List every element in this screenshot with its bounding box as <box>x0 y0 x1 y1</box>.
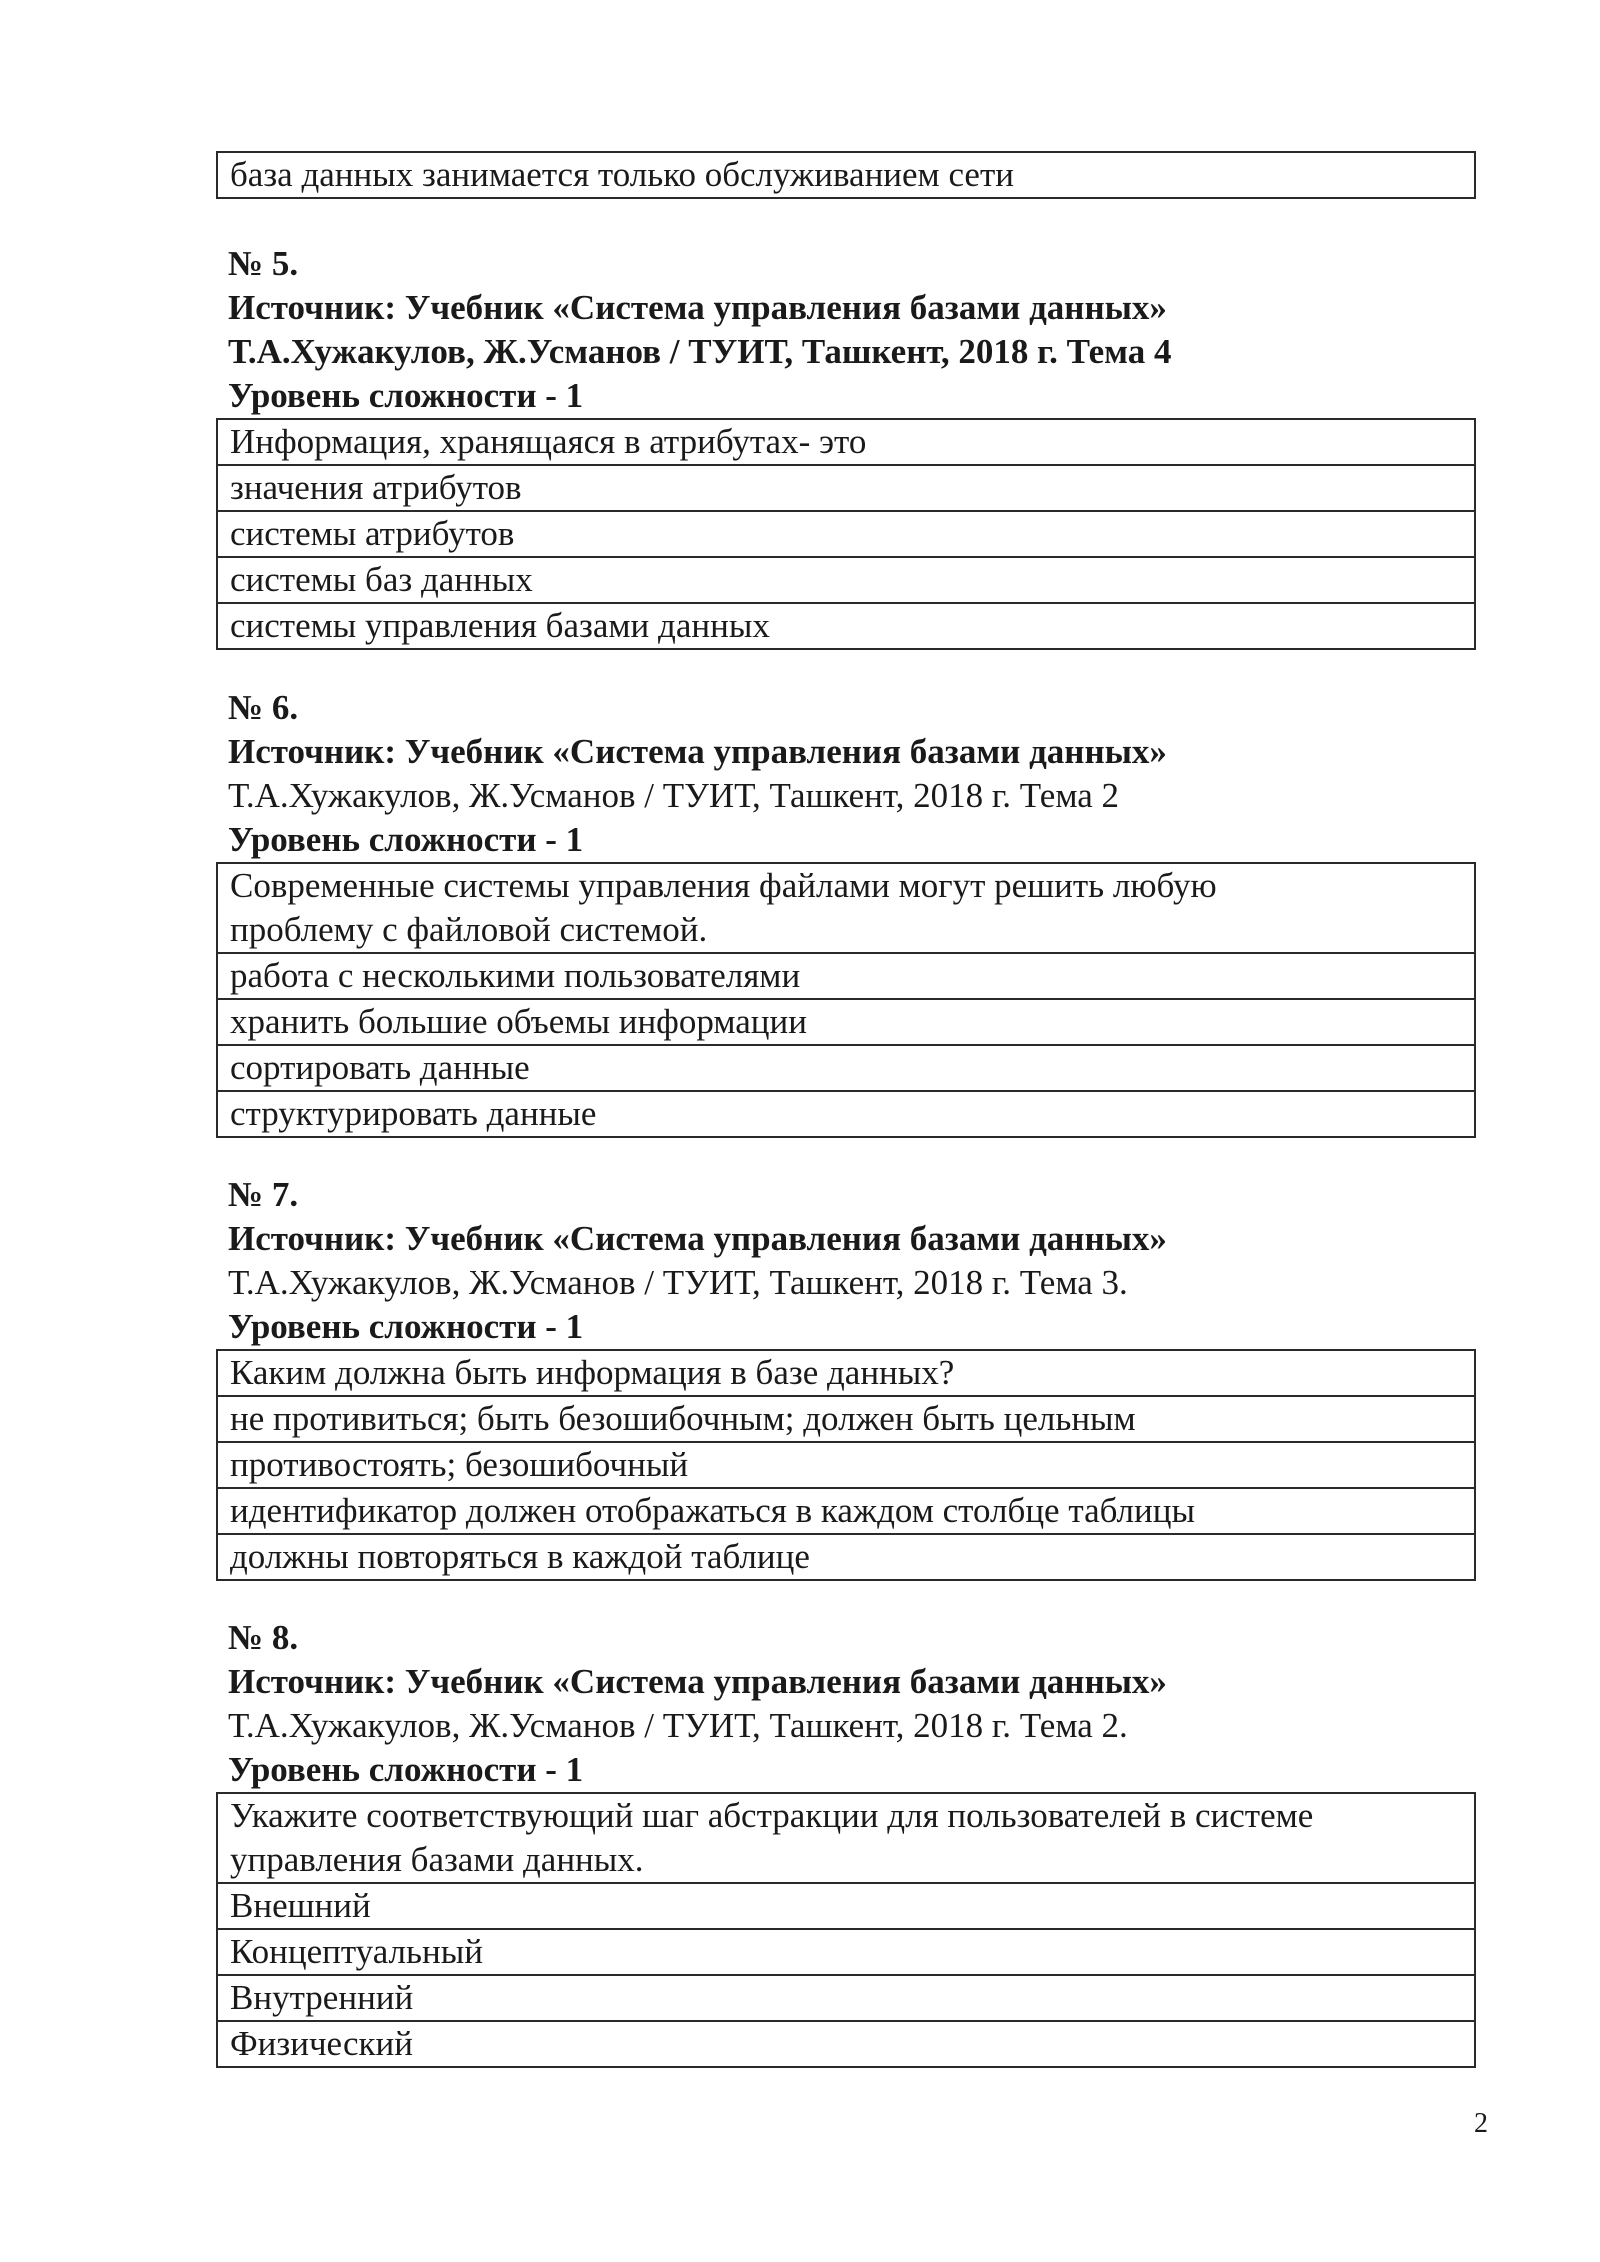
answer-row: работа с несколькими пользователями <box>218 952 1474 998</box>
question-block-7 <box>216 1173 1476 1581</box>
answer-table <box>216 151 1476 199</box>
question-text: Укажите соответствующий шаг абстракции для пользователей в системе управления базами данных. <box>230 1796 1314 1879</box>
question-authors: Т.А.Хужакулов, Ж.Усманов / ТУИТ, Ташкент, 2018 г. Тема 3. <box>228 1263 1128 1302</box>
answer-row: системы баз данных <box>218 556 1474 602</box>
answer-row: хранить большие объемы информации <box>218 998 1474 1044</box>
answer-table <box>216 862 1476 1138</box>
answer-row: системы атрибутов <box>218 510 1474 556</box>
question-authors: Т.А.Хужакулов, Ж.Усманов / ТУИТ, Ташкент, 2018 г. Тема 2 <box>228 776 1120 815</box>
answer-row: системы управления базами данных <box>218 602 1474 648</box>
answer-table <box>216 1349 1476 1581</box>
question-text: Каким должна быть информация в базе данных? <box>230 1353 955 1392</box>
question-difficulty: Уровень сложности - 1 <box>228 820 584 859</box>
page-number: 2 <box>1474 2108 1488 2139</box>
question-number: № 6. <box>228 688 299 727</box>
question-block-6 <box>216 686 1476 1138</box>
question-source: Источник: Учебник «Система управления базами данных» <box>228 732 1167 771</box>
question-difficulty: Уровень сложности - 1 <box>228 1750 584 1789</box>
question-authors: Т.А.Хужакулов, Ж.Усманов / ТУИТ, Ташкент, 2018 г. Тема 2. <box>228 1706 1128 1745</box>
top-fragment <box>216 151 1476 199</box>
answer-row: противостоять; безошибочный <box>218 1441 1474 1487</box>
answer-row: идентификатор должен отображаться в каждом столбце таблицы <box>218 1487 1474 1533</box>
answer-row: значения атрибутов <box>218 464 1474 510</box>
question-authors: Т.А.Хужакулов, Ж.Усманов / ТУИТ, Ташкент, 2018 г. Тема 4 <box>228 332 1172 371</box>
answer-row: Концептуальный <box>218 1928 1474 1974</box>
answer-row: Внутренний <box>218 1974 1474 2020</box>
answer-row: Внешний <box>218 1882 1474 1928</box>
question-block-8 <box>216 1616 1476 2068</box>
answer-row: не противиться; быть безошибочным; должен быть цельным <box>218 1395 1474 1441</box>
answer-row: сортировать данные <box>218 1044 1474 1090</box>
answer-row: база данных занимается только обслуживанием сети <box>230 155 1014 194</box>
question-number: № 5. <box>228 244 299 283</box>
question-difficulty: Уровень сложности - 1 <box>228 376 584 415</box>
question-source: Источник: Учебник «Система управления базами данных» <box>228 1219 1167 1258</box>
answer-row: должны повторяться в каждой таблице <box>218 1533 1474 1579</box>
question-text: Современные системы управления файлами могут решить любую проблему с файловой системой. <box>230 866 1217 949</box>
question-number: № 8. <box>228 1618 299 1657</box>
question-number: № 7. <box>228 1175 299 1214</box>
answer-row: структурировать данные <box>218 1090 1474 1136</box>
answer-table <box>216 418 1476 650</box>
question-difficulty: Уровень сложности - 1 <box>228 1307 584 1346</box>
question-text: Информация, хранящаяся в атрибутах- это <box>230 422 867 461</box>
answer-table <box>216 1792 1476 2068</box>
question-source: Источник: Учебник «Система управления базами данных» <box>228 1662 1167 1701</box>
answer-row: Физический <box>218 2020 1474 2066</box>
question-source: Источник: Учебник «Система управления базами данных» <box>228 288 1167 327</box>
question-block-5 <box>216 242 1476 650</box>
